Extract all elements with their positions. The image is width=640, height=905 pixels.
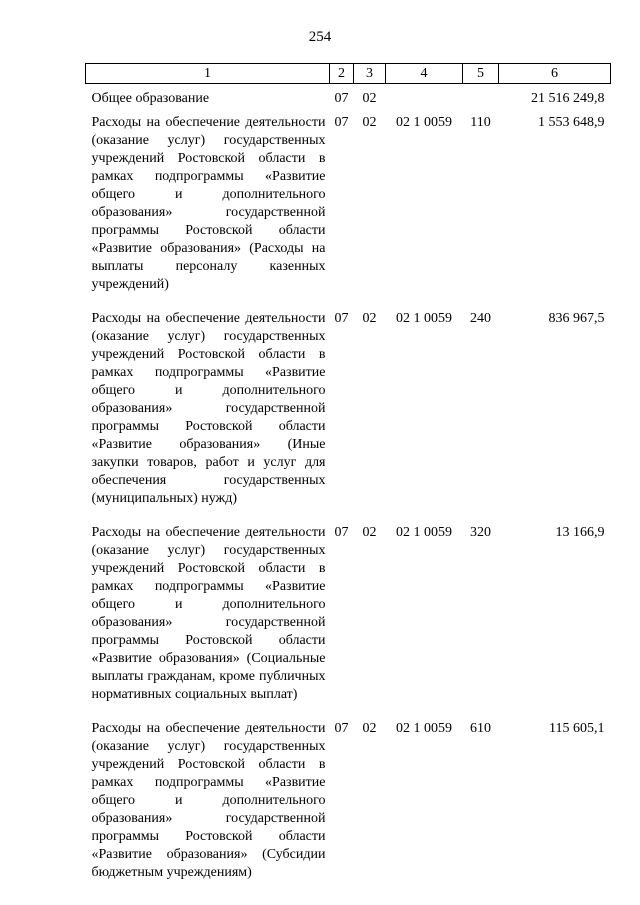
row-type: 610 <box>470 721 491 736</box>
row-target: 02 1 0059 <box>396 115 452 130</box>
row-description: Расходы на обеспечение деятельности (оказание услуг) государственных учреждений Ростовской области в рамках подпрограммы «Развитие общего и дополнительного образования» государственной программы Ростовской области «Развитие образования» (Субсидии бюджетным учреждениям) <box>91 721 326 880</box>
budget-table <box>85 63 611 892</box>
row-section: 07 <box>334 115 349 130</box>
table-row <box>86 84 611 109</box>
row-amount: 836 967,5 <box>548 311 605 326</box>
row-description: Расходы на обеспечение деятельности (оказание услуг) государственных учреждений Ростовской области в рамках подпрограммы «Развитие общего и дополнительного образования» государственной программы Ростовской области «Развитие образования» (Иные закупки товаров, работ и услуг для обеспечения государственных (муниципальных) нужд) <box>91 311 326 506</box>
row-type <box>463 84 499 109</box>
header-col-1: 1 <box>86 64 330 84</box>
row-subsection: 02 <box>362 91 377 106</box>
row-type: 110 <box>470 115 491 130</box>
table-row <box>86 518 611 714</box>
row-description: Расходы на обеспечение деятельности (оказание услуг) государственных учреждений Ростовской области в рамках подпрограммы «Развитие общего и дополнительного образования» государственной программы Ростовской области «Развитие образования» (Социальные выплаты гражданам, кроме публичных нормативных социальных выплат) <box>91 525 326 702</box>
header-col-4: 4 <box>386 64 463 84</box>
table-row <box>86 108 611 304</box>
row-section: 07 <box>334 525 349 540</box>
row-amount: 115 605,1 <box>549 721 605 736</box>
page-number: 254 <box>308 29 332 45</box>
row-section: 07 <box>334 91 349 106</box>
row-type: 320 <box>470 525 491 540</box>
row-subsection: 02 <box>362 311 377 326</box>
table-row <box>86 714 611 892</box>
row-type: 240 <box>470 311 491 326</box>
row-subsection: 02 <box>362 721 377 736</box>
row-description: Расходы на обеспечение деятельности (оказание услуг) государственных учреждений Ростовской области в рамках подпрограммы «Развитие общего и дополнительного образования» государственной программы Ростовской области «Развитие образования» (Расходы на выплаты персоналу казенных учреждений) <box>91 115 326 292</box>
header-row <box>86 64 611 84</box>
header-col-6: 6 <box>499 64 611 84</box>
table-row <box>86 304 611 518</box>
row-target: 02 1 0059 <box>396 525 452 540</box>
row-subsection: 02 <box>362 115 377 130</box>
row-subsection: 02 <box>362 525 377 540</box>
row-target <box>386 84 463 109</box>
row-amount: 21 516 249,8 <box>531 91 605 106</box>
header-col-5: 5 <box>463 64 499 84</box>
row-target: 02 1 0059 <box>396 311 452 326</box>
row-amount: 1 553 648,9 <box>538 115 605 130</box>
row-target: 02 1 0059 <box>396 721 452 736</box>
row-section: 07 <box>334 311 349 326</box>
row-section: 07 <box>334 721 349 736</box>
header-col-2: 2 <box>330 64 354 84</box>
row-description: Общее образование <box>91 91 210 106</box>
row-amount: 13 166,9 <box>555 525 605 540</box>
header-col-3: 3 <box>354 64 386 84</box>
